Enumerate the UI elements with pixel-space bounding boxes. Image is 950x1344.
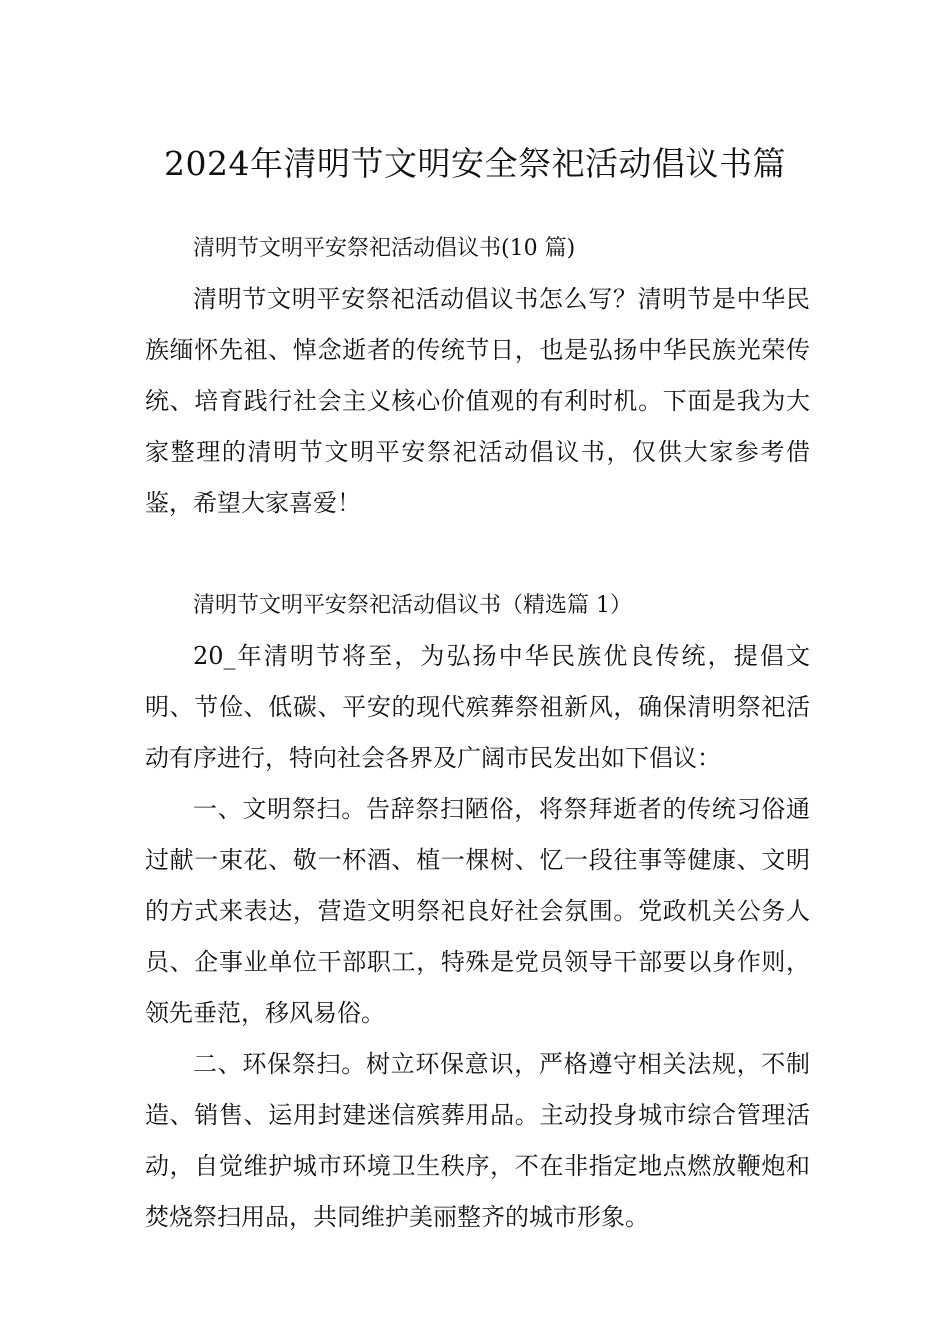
blank-line bbox=[145, 529, 810, 580]
body-paragraph-opening: 20_年清明节将至，为弘扬中华民族优良传统，提倡文明、节俭、低碳、平安的现代殡葬祭祖新风，确保清明祭祀活动有序进行，特向社会各界及广阔市民发出如下倡议： bbox=[145, 642, 810, 772]
document-title: 2024年清明节文明安全祭祀活动倡议书篇 bbox=[164, 144, 786, 183]
section-heading: 清明节文明平安祭祀活动倡议书（精选篇 1） bbox=[193, 593, 632, 618]
document-body bbox=[145, 223, 810, 1243]
body-paragraph-civilized-sweeping: 一、文明祭扫。告辞祭扫陋俗，将祭拜逝者的传统习俗通过献一束花、敬一杯酒、植一棵树、忆一段往事等健康、文明的方式来表达，营造文明祭祀良好社会氛围。党政机关公务人员、企事业单位干部职工，特殊是党员领导干部要以身作则，领先垂范，移风易俗。 bbox=[145, 795, 810, 1027]
body-paragraph-eco-sweeping: 二、环保祭扫。树立环保意识，严格遵守相关法规，不制造、销售、运用封建迷信殡葬用品。主动投身城市综合管理活动，自觉维护城市环境卫生秩序，不在非指定地点燃放鞭炮和焚烧祭扫用品，共同维护美丽整齐的城市形象。 bbox=[145, 1050, 810, 1231]
subtitle-paragraph: 清明节文明平安祭祀活动倡议书(10 篇) bbox=[193, 236, 576, 261]
intro-paragraph: 清明节文明平安祭祀活动倡议书怎么写？清明节是中华民族缅怀先祖、悼念逝者的传统节日，也是弘扬中华民族光荣传统、培育践行社会主义核心价值观的有利时机。下面是我为大家整理的清明节文明平安祭祀活动倡议书，仅供大家参考借鉴，希望大家喜爱！ bbox=[145, 285, 810, 517]
